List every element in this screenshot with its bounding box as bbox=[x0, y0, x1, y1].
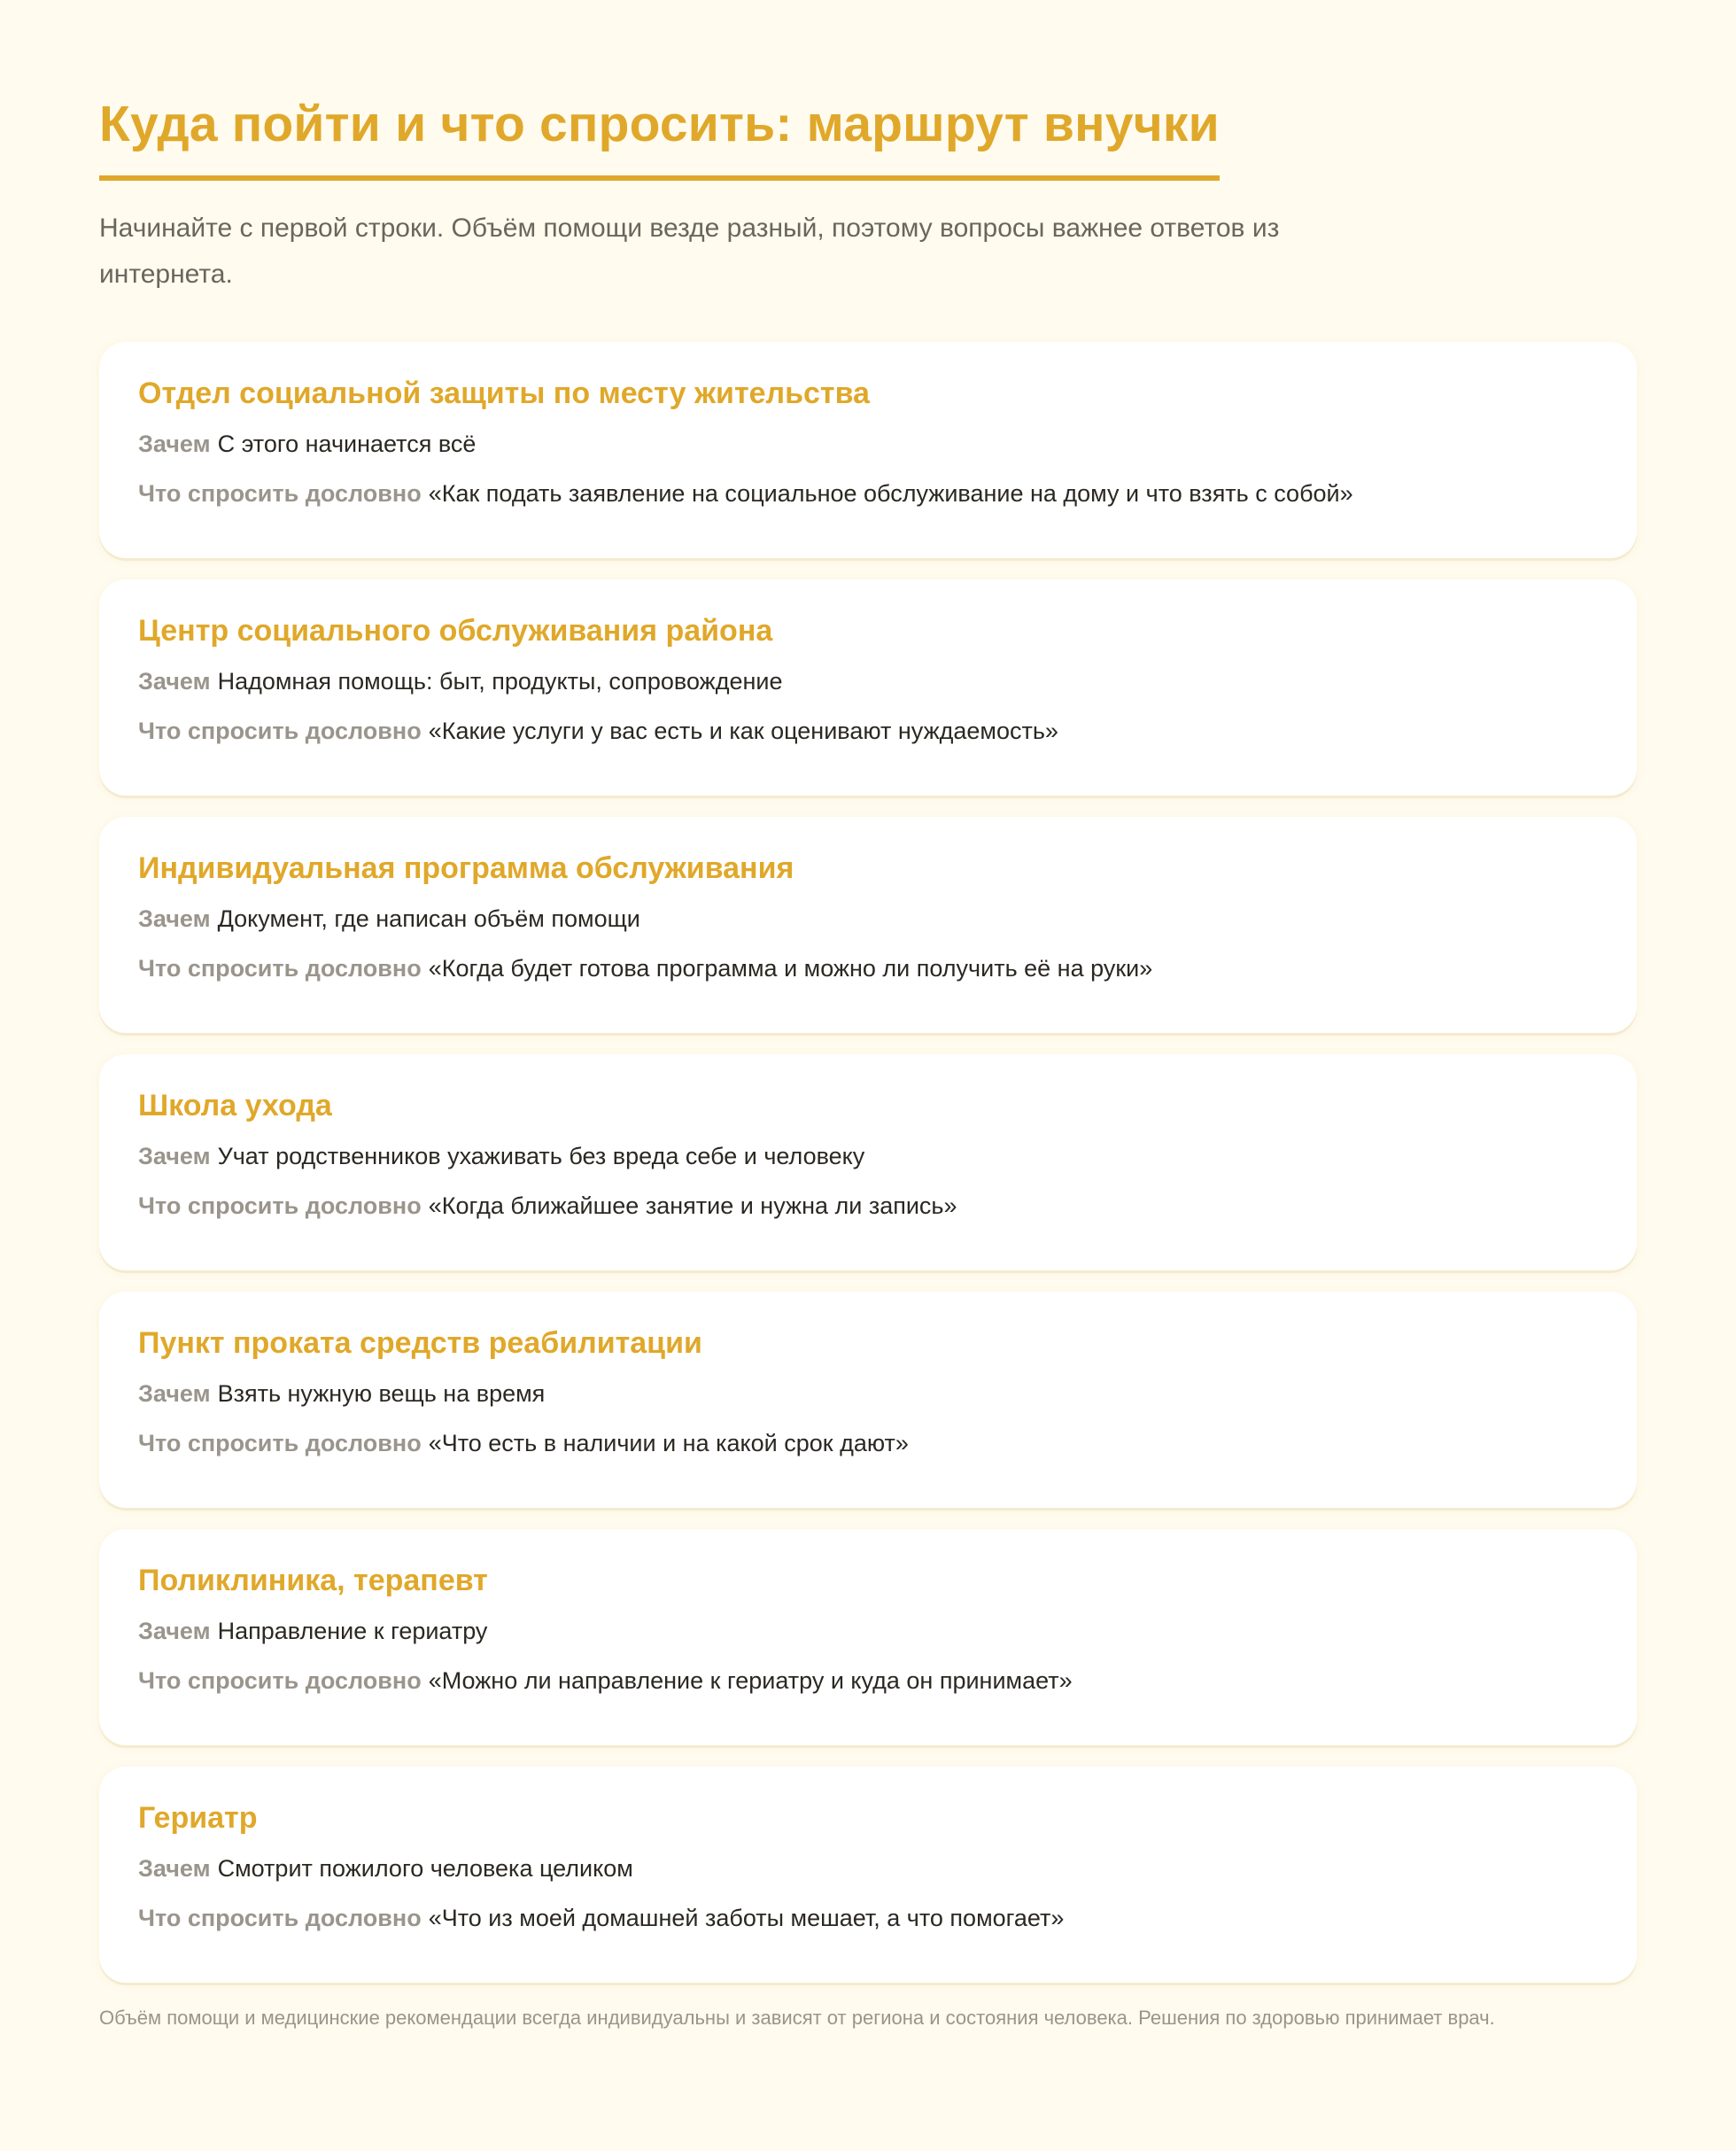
why-label: Зачем bbox=[138, 905, 211, 932]
ask-text: «Как подать заявление на социальное обслуживание на дому и что взять с собой» bbox=[428, 480, 1353, 507]
ask-text: «Когда ближайшее занятие и нужна ли запись» bbox=[428, 1192, 957, 1219]
disclaimer-footer: Объём помощи и медицинские рекомендации всегда индивидуальны и зависят от региона и состояния человека. Решения по здоровью принимает врач. bbox=[99, 2007, 1495, 2029]
ask-text: «Какие услуги у вас есть и как оценивают нуждаемость» bbox=[428, 718, 1058, 744]
card-title: Поликлиника, терапевт bbox=[138, 1564, 488, 1597]
why-text: С этого начинается всё bbox=[217, 431, 477, 457]
card-title: Пункт проката средств реабилитации bbox=[138, 1326, 702, 1360]
ask-label: Что спросить дословно bbox=[138, 1667, 422, 1694]
card-title: Гериатр bbox=[138, 1801, 258, 1835]
why-text: Взять нужную вещь на время bbox=[217, 1380, 546, 1407]
ask-text: «Можно ли направление к гериатру и куда он принимает» bbox=[428, 1667, 1073, 1694]
route-card-7 bbox=[99, 1767, 1637, 1983]
why-text: Документ, где написан объём помощи bbox=[217, 905, 640, 932]
ask-row bbox=[138, 1425, 1598, 1462]
ask-row bbox=[138, 950, 1598, 987]
ask-row bbox=[138, 1187, 1598, 1224]
card-title: Отдел социальной защиты по месту жительства bbox=[138, 377, 870, 410]
why-text: Направление к гериатру bbox=[217, 1618, 488, 1644]
ask-row bbox=[138, 1899, 1598, 1937]
ask-label: Что спросить дословно bbox=[138, 955, 422, 982]
ask-text: «Когда будет готова программа и можно ли получить её на руки» bbox=[428, 955, 1153, 982]
why-label: Зачем bbox=[138, 1143, 211, 1169]
route-card-4 bbox=[99, 1054, 1637, 1270]
route-card-6 bbox=[99, 1529, 1637, 1745]
why-label: Зачем bbox=[138, 431, 211, 457]
why-row bbox=[138, 1612, 1598, 1650]
why-row bbox=[138, 1850, 1598, 1887]
ask-label: Что спросить дословно bbox=[138, 1430, 422, 1456]
route-card-2 bbox=[99, 579, 1637, 796]
why-text: Смотрит пожилого человека целиком bbox=[217, 1855, 633, 1882]
card-title: Индивидуальная программа обслуживания bbox=[138, 851, 794, 885]
ask-text: «Что из моей домашней заботы мешает, а что помогает» bbox=[428, 1905, 1065, 1931]
ask-label: Что спросить дословно bbox=[138, 1905, 422, 1931]
why-row bbox=[138, 1138, 1598, 1175]
title-underline bbox=[99, 92, 1220, 181]
why-label: Зачем bbox=[138, 1855, 211, 1882]
ask-label: Что спросить дословно bbox=[138, 1192, 422, 1219]
ask-row bbox=[138, 475, 1598, 512]
why-row bbox=[138, 1375, 1598, 1412]
why-label: Зачем bbox=[138, 1380, 211, 1407]
why-row bbox=[138, 900, 1598, 937]
intro-text: Начинайте с первой строки. Объём помощи везде разный, поэтому вопросы важнее ответов из интернета. bbox=[99, 214, 1280, 289]
why-text: Надомная помощь: быт, продукты, сопровождение bbox=[217, 668, 783, 695]
why-label: Зачем bbox=[138, 1618, 211, 1644]
why-label: Зачем bbox=[138, 668, 211, 695]
route-card-1 bbox=[99, 342, 1637, 558]
why-row bbox=[138, 663, 1598, 700]
route-card-5 bbox=[99, 1292, 1637, 1508]
why-row bbox=[138, 425, 1598, 462]
page-title: Куда пойти и что спросить: маршрут внучки bbox=[99, 96, 1220, 152]
ask-label: Что спросить дословно bbox=[138, 718, 422, 744]
ask-row bbox=[138, 712, 1598, 749]
ask-text: «Что есть в наличии и на какой срок дают» bbox=[428, 1430, 909, 1456]
why-text: Учат родственников ухаживать без вреда себе и человеку bbox=[217, 1143, 865, 1169]
ask-label: Что спросить дословно bbox=[138, 480, 422, 507]
card-title: Центр социального обслуживания района bbox=[138, 614, 773, 648]
card-title: Школа ухода bbox=[138, 1089, 332, 1122]
ask-row bbox=[138, 1662, 1598, 1699]
route-card-list bbox=[99, 342, 1637, 1983]
route-card-3 bbox=[99, 817, 1637, 1033]
